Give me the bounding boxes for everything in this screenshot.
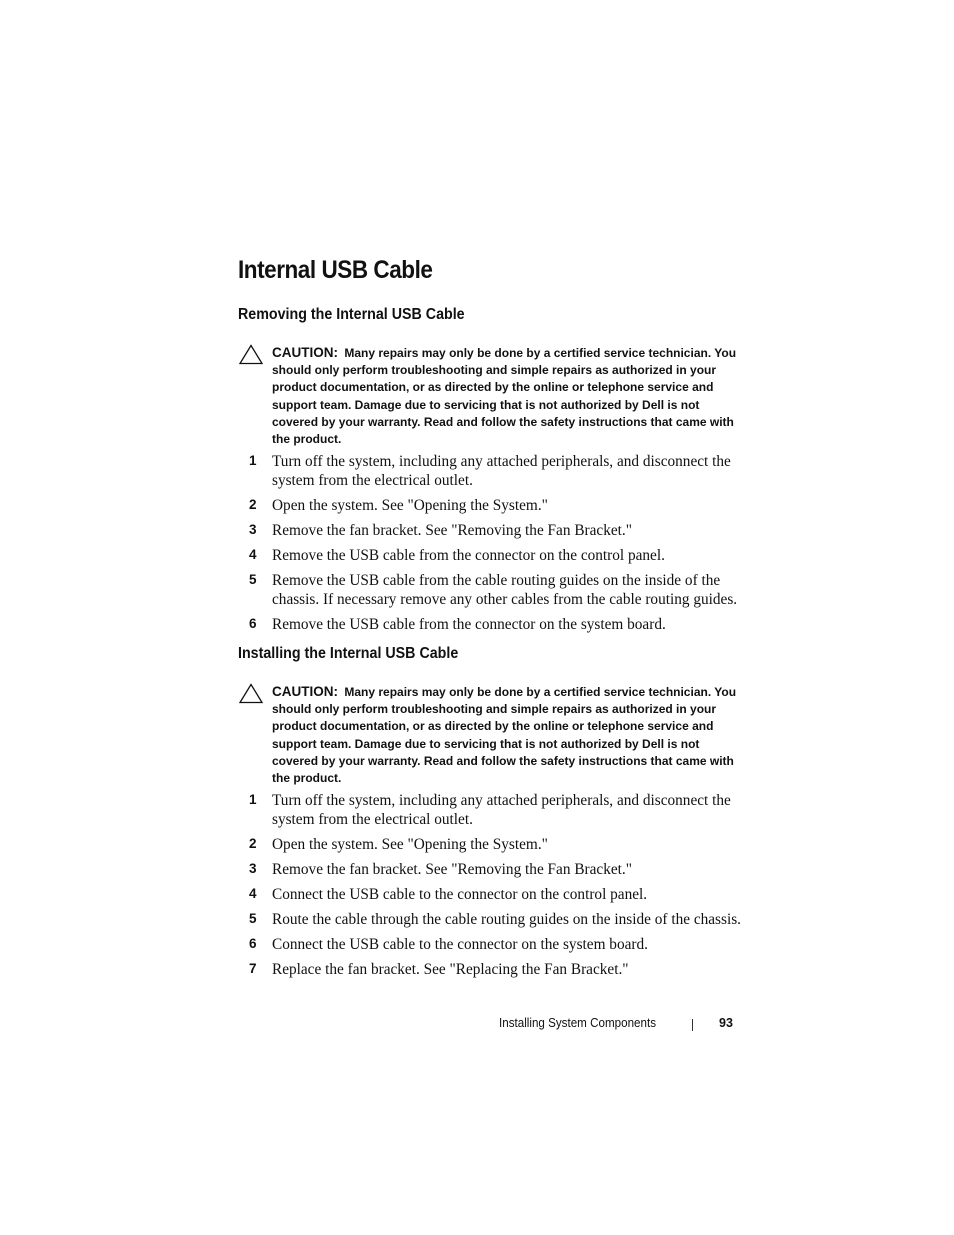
caution-icon [239, 683, 263, 704]
step-item [238, 571, 738, 609]
step-text: Turn off the system, including any attached peripherals, and disconnect the system from the electrical outlet. [272, 792, 731, 829]
step-number: 2 [249, 497, 257, 513]
step-number: 6 [249, 616, 257, 632]
step-item [238, 452, 738, 490]
step-item [238, 496, 738, 515]
step-item [238, 860, 738, 879]
caution-icon [239, 344, 263, 365]
step-text: Open the system. See "Opening the System." [272, 836, 548, 854]
step-item [238, 615, 738, 634]
step-text: Route the cable through the cable routing guides on the inside of the chassis. [272, 911, 741, 929]
footer-section-label: Installing System Components [499, 1016, 657, 1030]
steps-list [238, 452, 738, 634]
step-number: 4 [249, 547, 257, 563]
step-number: 1 [249, 453, 257, 469]
page-footer [490, 1015, 736, 1035]
section-heading: Removing the Internal USB Cable [238, 306, 465, 323]
section-installing [238, 645, 741, 985]
step-text: Turn off the system, including any attached peripherals, and disconnect the system from the electrical outlet. [272, 453, 731, 490]
step-item [238, 910, 741, 929]
section-removing [238, 306, 738, 640]
step-text: Remove the USB cable from the connector on the system board. [272, 616, 666, 634]
caution-notice [238, 683, 738, 787]
step-item [238, 521, 738, 540]
step-text: Remove the fan bracket. See "Removing the Fan Bracket." [272, 522, 632, 540]
step-number: 7 [249, 961, 257, 977]
step-text: Connect the USB cable to the connector on the control panel. [272, 886, 648, 904]
step-text: Remove the USB cable from the connector on the control panel. [272, 547, 665, 565]
step-number: 2 [249, 836, 257, 852]
step-text: Remove the USB cable from the cable routing guides on the inside of the chassis. If necessary remove any other cables from the cable routing guides. [272, 572, 738, 609]
step-text: Connect the USB cable to the connector on the system board. [272, 936, 648, 954]
step-item [238, 935, 738, 954]
step-item [238, 885, 738, 904]
step-number: 3 [249, 861, 257, 877]
step-number: 3 [249, 522, 257, 538]
step-number: 5 [249, 572, 257, 588]
footer-divider [692, 1019, 693, 1031]
step-item [238, 835, 738, 854]
step-text: Replace the fan bracket. See "Replacing the Fan Bracket." [272, 961, 629, 979]
step-number: 1 [249, 792, 257, 808]
section-heading: Installing the Internal USB Cable [238, 645, 459, 662]
step-text: Remove the fan bracket. See "Removing the Fan Bracket." [272, 861, 632, 879]
steps-list [238, 791, 741, 979]
caution-text: Many repairs may only be done by a certified service technician. You should only perform troubleshooting and simple repairs as authorized in your product documentation, or as directed by the online or telephone service and support team. Damage due to servicing that is not authorized by Dell is not covered by your warranty. Read and follow the safety instructions that came with the product. [272, 346, 737, 447]
caution-label: CAUTION: [272, 684, 338, 699]
step-number: 5 [249, 911, 257, 927]
caution-notice [238, 344, 738, 448]
step-item [238, 960, 738, 979]
caution-text: Many repairs may only be done by a certified service technician. You should only perform troubleshooting and simple repairs as authorized in your product documentation, or as directed by the online or telephone service and support team. Damage due to servicing that is not authorized by Dell is not covered by your warranty. Read and follow the safety instructions that came with the product. [272, 685, 737, 786]
step-item [238, 546, 738, 565]
step-number: 4 [249, 886, 257, 902]
caution-label: CAUTION: [272, 345, 338, 360]
step-number: 6 [249, 936, 257, 952]
page-number: 93 [719, 1016, 733, 1030]
step-item [238, 791, 738, 829]
step-text: Open the system. See "Opening the System." [272, 497, 548, 515]
page-title: Internal USB Cable [238, 256, 433, 284]
